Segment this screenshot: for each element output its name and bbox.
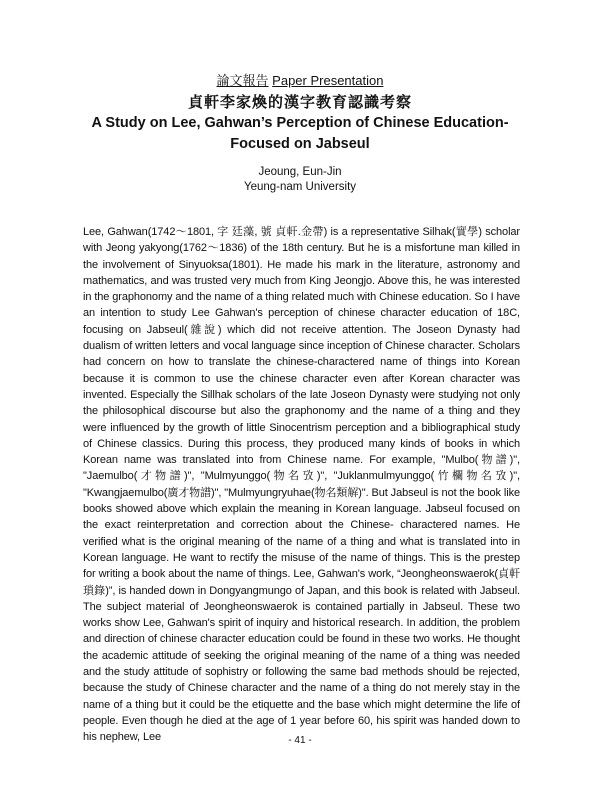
page-number: - 41 - [288, 735, 312, 746]
section-label-en: Paper Presentation [272, 73, 384, 88]
author-affiliation: Yeung-nam University [243, 181, 357, 193]
title-english [0, 113, 600, 155]
title-english-line-2: Focused on Jabseul [230, 136, 370, 152]
title-chinese: 貞軒李家煥的漢字教育認識考察 [187, 93, 412, 111]
title-english-line-1: A Study on Lee, Gahwan’s Perception of Chinese Education- [91, 115, 509, 131]
section-label-cjk: 論文報告 [216, 73, 269, 88]
author-name: Jeoung, Eun-Jin [258, 166, 342, 178]
abstract-body: Lee, Gahwan(1742～1801, 字 廷藻, 號 貞軒.金帶) is a representative Silhak(實學) scholar with Jeong yakyong(1762～1836) of the 18th century. But he is a misfortune man killed in the involvement of Sinyuoksa(1801). He made his mark in the literature, astronomy and mathematics, and was trusted very much from King Jeongjo. Above this, he was interested in the graphonomy and the name of a thing related much with Chinese education. So I have an intention to study Lee Gahwan's perception of chinese character education of 18C, focusing on Jabseul(雜說) which did not receive attention. The Joseon Dynasty had dualism of written letters and vocal language since inception of Chinese character. Scholars had concern on how to translate the chinese-charactered name of things into Korean because it is common to use the chinese character even after Korean character was invented. Especially the Sillhak scholars of the late Joseon Dynasty were studying not only the philosophical discourse but also the graphonomy and the name of a thing and they were influenced by the growth of little Sinocentrism perception and a bibliographical study of Chinese classics. During this process, they produced many kinds of books in which Korean name was translated into from Chinese name. For example, "Mulbo(物譜)", "Jaemulbo(才物譜)", "Mulmyunggo(物名攷)", "Juklanmulmyunggo(竹欄物名攷)", "Kwangjaemulbo(廣才物譜)", "Mulmyungryuhae(物名類解)". But Jabseul is not the book like books showed above which explain the meaning in Korean language. Jabseul focused on the exact reinterpretation and correction about the Chinese- charactered names. He verified what is the original meaning of the name of a thing and what is translated into in Korean language. He want to rectify the misuse of the name of things. This is the prestep for writing a book about the name of things. Lee, Gahwan's work, “Jeongheonswaerok(貞軒瑣錄)”, is handed down in Dongyangmungo of Japan, and this book is related with Jabseul. The subject material of Jeongheonswaerok is contained partially in Jabseul. These two works show Lee, Gahwan's spirit of inquiry and historical research. In addition, the problem and direction of chinese character education could be found in these two works. He thought the academic attitude of seeking the original meaning of the name of a thing was needed and the study attitude of sophistry or following the same bad methods should be rejected, because the study of Chinese character and the name of a thing do not merely stay in the name of a thing but it could be the etiquette and the base which might determine the life of people. Even though he died at the age of 1 year before 60, his spirit was handed down to his nephew, Lee [83, 226, 520, 744]
section-label [0, 73, 600, 89]
